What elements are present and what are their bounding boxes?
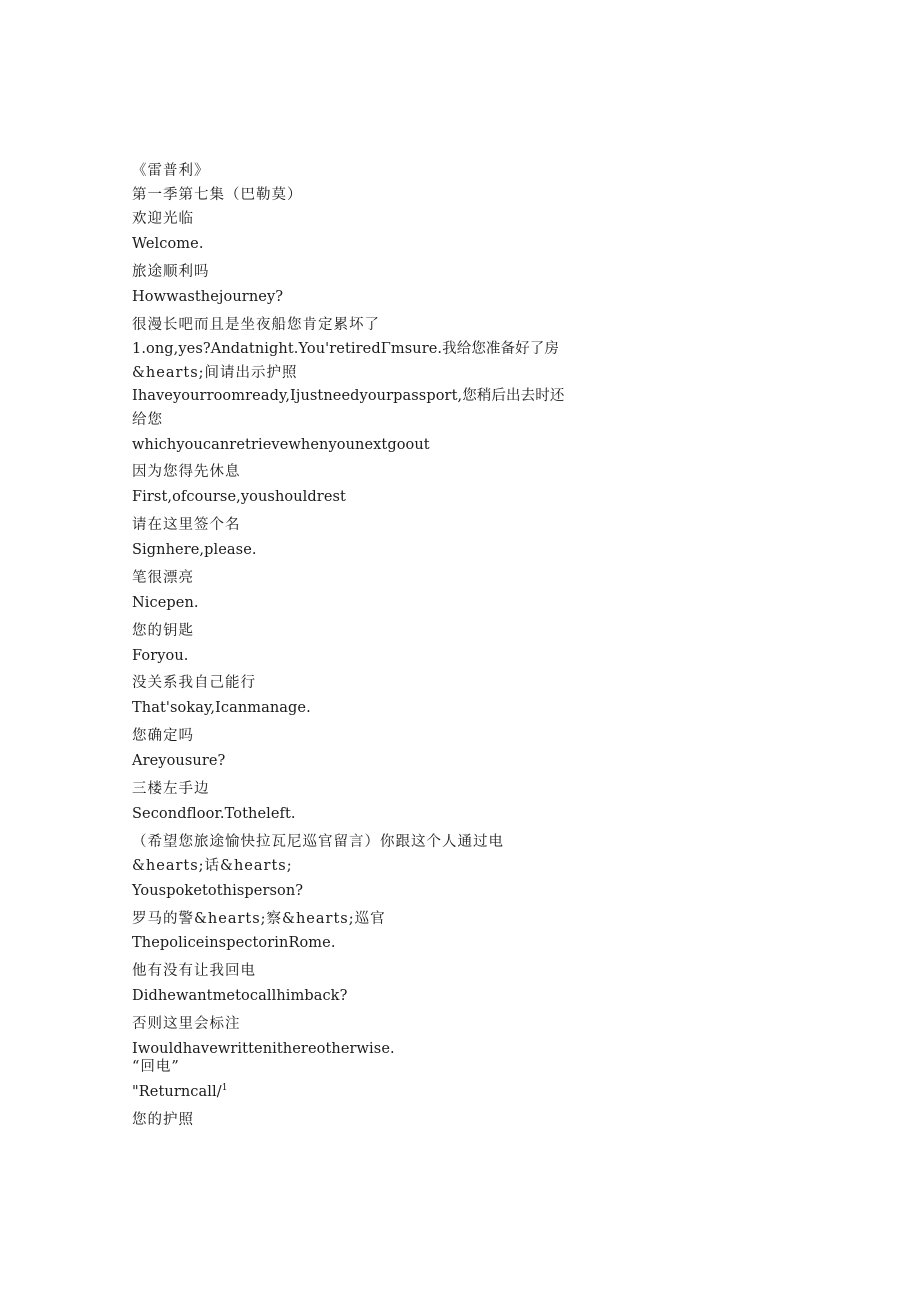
subtitle-line-en: Youspoketothisperson? [132,883,304,899]
subtitle-line-en: Didhewantmetocallhimback? [132,988,348,1004]
subtitle-line-en: That'sokay,Icanmanage. [132,700,311,716]
subtitle-line-en: Secondfloor.Totheleft. [132,806,296,822]
subtitle-line-zh: 他有没有让我回电 [132,963,256,979]
subtitle-line-en: Areyousure? [132,753,226,769]
subtitle-line-zh: 欢迎光临 [132,211,194,227]
subtitle-line-en: Iwouldhavewrittenithereotherwise. [132,1041,395,1057]
subtitle-line-en: Welcome. [132,236,204,252]
subtitle-line-en: whichyoucanretrievewhenyounextgoout [132,437,430,453]
subtitle-line-zh: 笔很漂亮 [132,570,194,586]
subtitle-line-zh: 否则这里会标注 [132,1016,241,1032]
subtitle-line-zh: 罗马的警&hearts;察&hearts;巡官 [132,911,386,927]
subtitle-line-zh: “回电” [132,1059,180,1075]
subtitle-line-en: Signhere,please. [132,542,257,558]
subtitle-line-zh: 给您 [132,412,163,428]
subtitle-line-en: Ihaveyourroomready,Ijustneedyourpassport,您稍后出去时还 [132,388,565,404]
subtitle-line-en: ThepoliceinspectorinRome. [132,935,336,951]
subtitle-line-zh: 请在这里签个名 [132,517,241,533]
subtitle-line-en: Foryou. [132,648,189,664]
subtitle-line-zh: 因为您得先休息 [132,464,241,480]
subtitle-line-zh: &hearts;话&hearts; [132,858,293,874]
subtitle-line-zh: 您的护照 [132,1112,194,1128]
subtitle-line-zh: 旅途顺利吗 [132,264,210,280]
subtitle-line-zh: 三楼左手边 [132,781,210,797]
subtitle-line-zh: 您确定吗 [132,728,194,744]
subtitle-line-en: Nicepen. [132,595,199,611]
subtitle-line-zh: 没关系我自己能行 [132,675,256,691]
subtitle-line-zh: &hearts;间请出示护照 [132,365,298,381]
superscript-mark: 1 [221,1083,228,1094]
subtitle-line-en: 1.ong,yes?Andatnight.You'retiredΓmsure.我给您准备好了房 [132,341,559,357]
subtitle-line-zh: （希望您旅途愉快拉瓦尼巡官留言）你跟这个人通过电 [132,834,504,850]
subtitle-line-zh: 您的钥匙 [132,623,194,639]
subtitle-line-en: First,ofcourse,youshouldrest [132,489,346,505]
subtitle-line-en: Howwasthejourney? [132,289,284,305]
subtitle-line-en [132,1083,228,1101]
document-title: 《雷普利》 [132,163,210,179]
subtitle-text: "Returncall/ [132,1084,222,1100]
subtitle-line-zh: 很漫长吧而且是坐夜船您肯定累坏了 [132,317,380,333]
episode-heading: 第一季第七集（巴勒莫） [132,187,303,203]
